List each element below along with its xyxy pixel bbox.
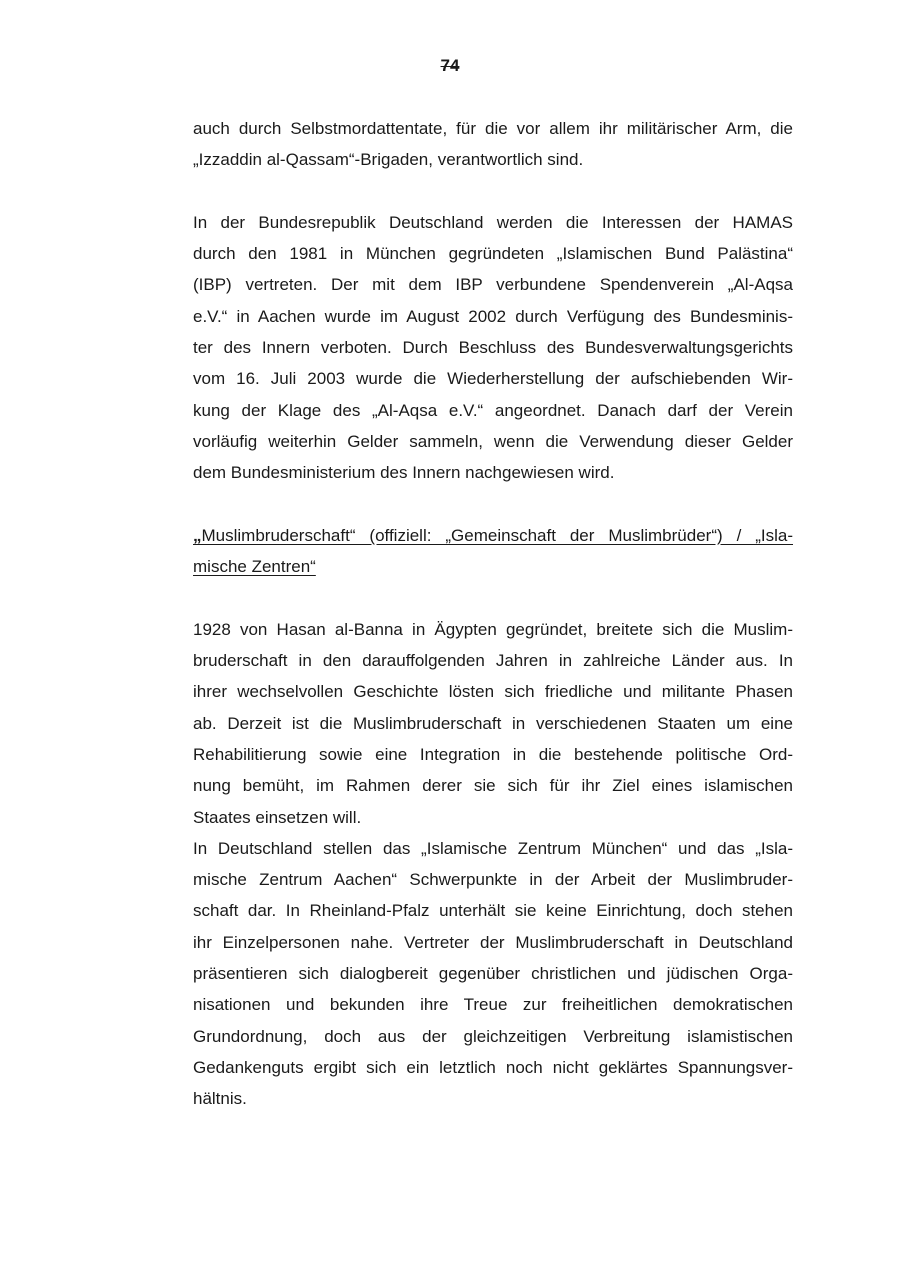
heading-line: mische Zentren“ xyxy=(193,557,316,577)
text-line: e.V.“ in Aachen wurde im August 2002 durch Verfügung des Bundesminis- xyxy=(193,306,793,326)
section-heading xyxy=(193,520,793,583)
heading-line-text: Muslimbruderschaft“ (offiziell: „Gemeinschaft der Muslimbrüder“) / „Isla- xyxy=(201,525,793,545)
text-line: „Izzaddin al-Qassam“-Brigaden, verantwortlich sind. xyxy=(193,150,584,170)
text-line: vom 16. Juli 2003 wurde die Wiederherstellung der aufschiebenden Wir- xyxy=(193,369,793,389)
text-line: In Deutschland stellen das „Islamische Zentrum München“ und das „Isla- xyxy=(193,838,793,858)
text-line: nisationen und bekunden ihre Treue zur freiheitlichen demokratischen xyxy=(193,995,793,1015)
text-line: (IBP) vertreten. Der mit dem IBP verbundene Spendenverein „Al-Aqsa xyxy=(193,275,793,295)
text-line: bruderschaft in den darauffolgenden Jahren in zahlreiche Länder aus. In xyxy=(193,651,793,671)
paragraph-muslim-brotherhood-germany xyxy=(193,833,793,1115)
paragraph-spacer xyxy=(193,176,793,207)
text-line: ihrer wechselvollen Geschichte lösten sich friedliche und militante Phasen xyxy=(193,682,793,702)
text-line: kung der Klage des „Al-Aqsa e.V.“ angeordnet. Danach darf der Verein xyxy=(193,400,793,420)
heading-line xyxy=(193,520,793,551)
text-line: präsentieren sich dialogbereit gegenüber christlichen und jüdischen Orga- xyxy=(193,964,793,984)
text-line: vorläufig weiterhin Gelder sammeln, wenn die Verwendung dieser Gelder xyxy=(193,431,793,451)
page-number: 74 xyxy=(440,56,460,75)
document-body xyxy=(193,113,793,1115)
text-line: nung bemüht, im Rahmen derer sie sich für ihr Ziel eines islamischen xyxy=(193,776,793,796)
text-line: ter des Innern verboten. Durch Beschluss des Bundesverwaltungsgerichts xyxy=(193,338,793,358)
text-line: hältnis. xyxy=(193,1089,247,1109)
text-line: dem Bundesministerium des Innern nachgewiesen wird. xyxy=(193,463,615,483)
paragraph-spacer xyxy=(193,582,793,613)
paragraph-muslim-brotherhood-history xyxy=(193,614,793,833)
paragraph-hamas-continued xyxy=(193,113,793,176)
text-line: ihr Einzelpersonen nahe. Vertreter der Muslimbruderschaft in Deutschland xyxy=(193,932,793,952)
text-line: ab. Derzeit ist die Muslimbruderschaft in verschiedenen Staaten um eine xyxy=(193,713,793,733)
heading-open-quote: „ xyxy=(193,525,202,545)
text-line: 1928 von Hasan al-Banna in Ägypten gegründet, breitete sich die Muslim- xyxy=(193,619,793,639)
text-line: Rehabilitierung sowie eine Integration in die bestehende politische Ord- xyxy=(193,744,793,764)
text-line: Gedankenguts ergibt sich ein letztlich noch nicht geklärtes Spannungsver- xyxy=(193,1057,793,1077)
paragraph-hamas-germany xyxy=(193,207,793,489)
text-line: durch den 1981 in München gegründeten „Islamischen Bund Palästina“ xyxy=(193,244,793,264)
text-line: mische Zentrum Aachen“ Schwerpunkte in der Arbeit der Muslimbruder- xyxy=(193,870,793,890)
text-line: Grundordnung, doch aus der gleichzeitigen Verbreitung islamistischen xyxy=(193,1026,793,1046)
text-line: In der Bundesrepublik Deutschland werden die Interessen der HAMAS xyxy=(193,212,793,232)
paragraph-spacer xyxy=(193,489,793,520)
text-line: schaft dar. In Rheinland-Pfalz unterhält sie keine Einrichtung, doch stehen xyxy=(193,901,793,921)
text-line: auch durch Selbstmordattentate, für die vor allem ihr militärischer Arm, die xyxy=(193,119,793,138)
text-line: Staates einsetzen will. xyxy=(193,807,362,827)
